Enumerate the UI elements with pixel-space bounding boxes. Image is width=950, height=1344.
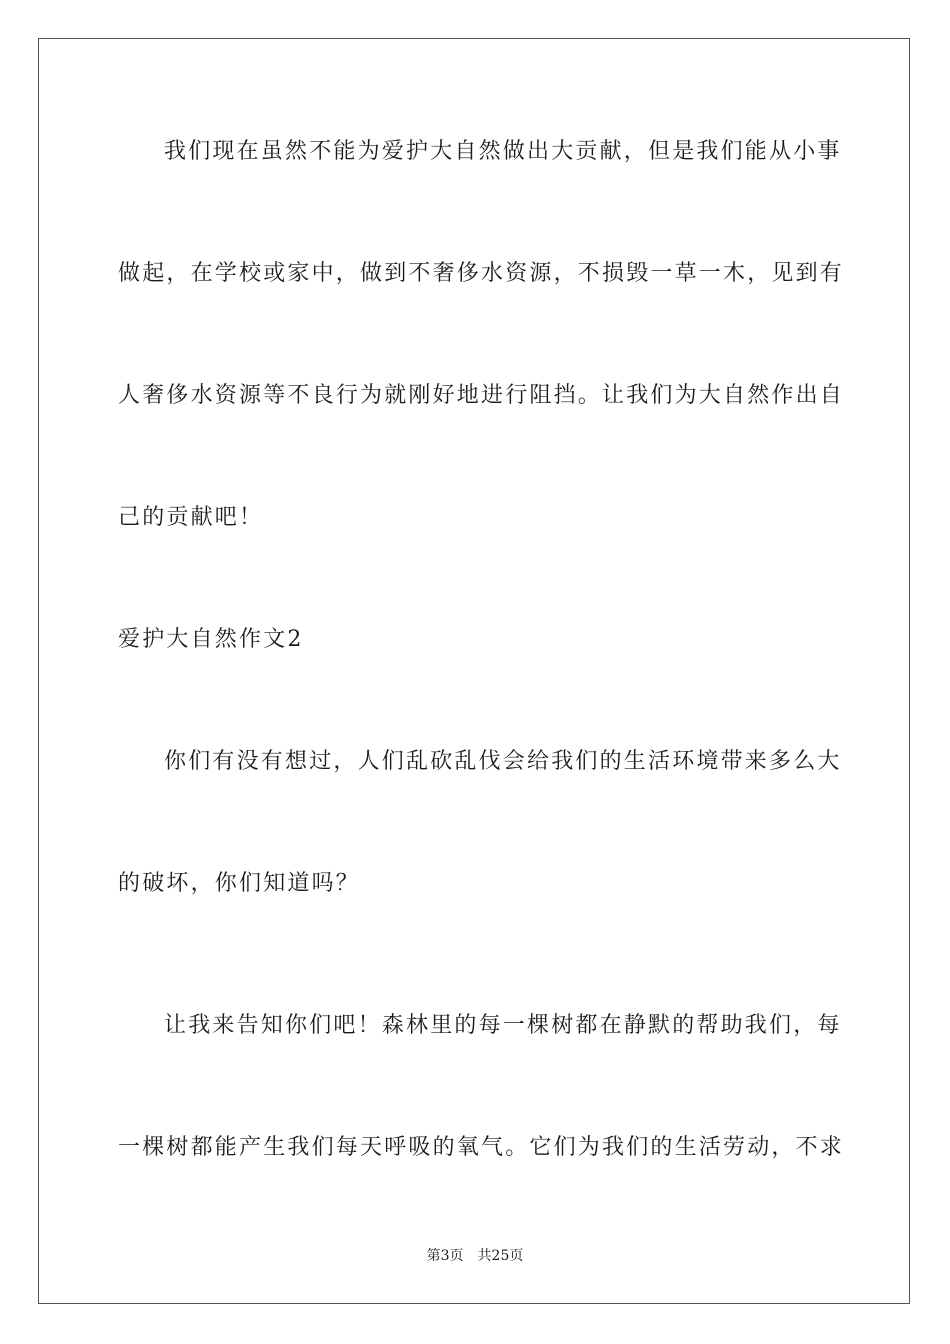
paragraph-3-line-2: 一棵树都能产生我们每天呼吸的氧气。它们为我们的生活劳动，不求 [118,1135,845,1160]
paragraph-1-line-4: 己的贡献吧！ [118,505,264,530]
paragraph-2-line-1: 你们有没有想过，人们乱砍乱伐会给我们的生活环境带来多么大 [164,749,842,774]
paragraph-1-line-3: 人奢侈水资源等不良行为就刚好地进行阻挡。让我们为大自然作出自 [118,383,845,408]
page-border [38,38,910,1304]
total-pages: 共25页 [477,1248,524,1264]
page-footer [0,1247,950,1265]
page-number: 第3页 [426,1248,464,1264]
paragraph-1-line-1: 我们现在虽然不能为爱护大自然做出大贡献，但是我们能从小事 [164,139,842,164]
section-heading: 爱护大自然作文2 [118,627,304,652]
paragraph-2-line-2: 的破坏，你们知道吗？ [118,871,361,896]
paragraph-3-line-1: 让我来告知你们吧！森林里的每一棵树都在静默的帮助我们，每 [164,1013,842,1038]
paragraph-1-line-2: 做起，在学校或家中，做到不奢侈水资源，不损毁一草一木，见到有 [118,261,845,286]
